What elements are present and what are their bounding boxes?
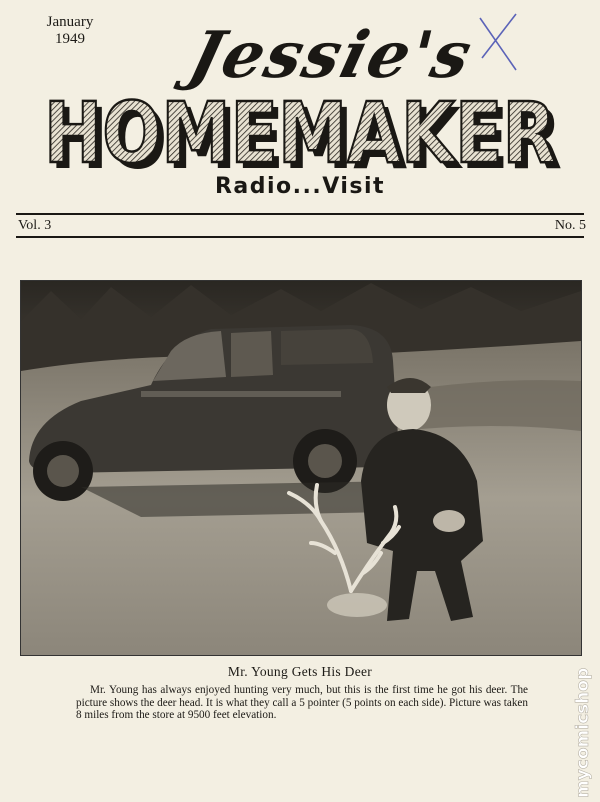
- cover-photo: [20, 280, 582, 656]
- masthead-shadow: HOMEMAKER: [50, 90, 562, 176]
- issue-number-label: No. 5: [554, 218, 586, 233]
- masthead-subtitle: Radio...Visit: [214, 174, 386, 199]
- masthead-title: [38, 84, 566, 176]
- issue-month: January: [46, 14, 94, 30]
- header-rule-top: [16, 213, 584, 215]
- header-rule-bottom: [16, 236, 584, 238]
- cover-photo-art: [21, 281, 581, 655]
- masthead-title-art: [38, 84, 566, 176]
- script-title: Jessie's: [182, 18, 481, 93]
- handwritten-x-mark: [476, 12, 522, 74]
- watermark-text: mycomicshop: [573, 667, 593, 798]
- issue-date: [40, 14, 100, 48]
- volume-label: Vol. 3: [18, 218, 52, 233]
- watermark: [573, 590, 593, 800]
- masthead-main-title: HOMEMAKER: [44, 84, 556, 176]
- issue-year: 1949: [55, 31, 85, 47]
- caption-title: Mr. Young Gets His Deer: [227, 664, 373, 679]
- caption-body: Mr. Young has always enjoyed hunting very much, but this is the first time he got his deer. The picture shows the deer head. It is what they call a 5 pointer (5 points on each side). Picture was taken 8 miles from the store at 9500 feet elevation.: [76, 684, 528, 722]
